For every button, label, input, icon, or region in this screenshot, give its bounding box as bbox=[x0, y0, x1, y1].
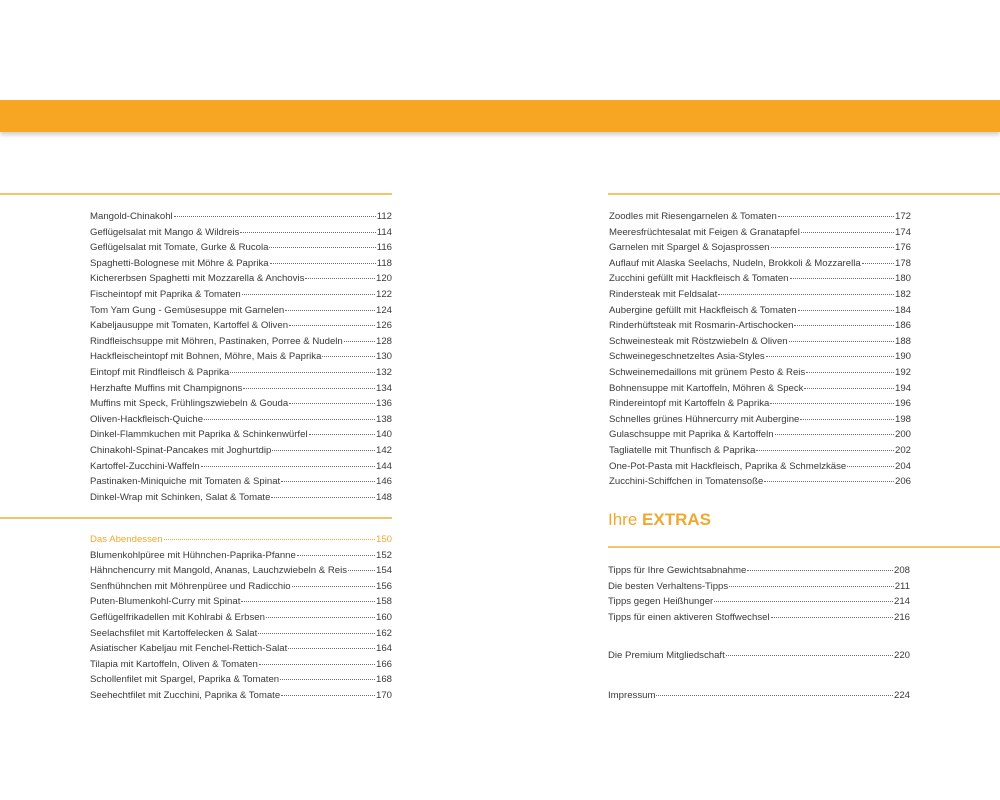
toc-extras bbox=[608, 563, 910, 625]
toc-entry[interactable] bbox=[90, 459, 392, 475]
dot-leader bbox=[348, 570, 375, 571]
dot-leader bbox=[266, 617, 375, 618]
toc-entry-title: Tipps für Ihre Gewichtsabnahme bbox=[608, 565, 747, 576]
toc-entry-title: Spaghetti-Bolognese mit Möhre & Paprika bbox=[90, 257, 269, 269]
toc-entry-title: Seelachsfilet mit Kartoffelecken & Salat bbox=[90, 627, 258, 639]
toc-entry-title: Kabeljausuppe mit Tomaten, Kartoffel & Oliven bbox=[90, 320, 289, 332]
toc-entry-title: Kartoffel-Zucchini-Waffeln bbox=[90, 460, 200, 472]
toc-entry[interactable] bbox=[609, 271, 911, 287]
toc-entry-page: 186 bbox=[894, 320, 911, 332]
toc-entry[interactable] bbox=[90, 240, 392, 256]
dot-leader bbox=[242, 294, 375, 295]
toc-entry[interactable] bbox=[609, 381, 911, 397]
dot-leader bbox=[289, 403, 375, 404]
toc-entry-page: 200 bbox=[894, 429, 911, 441]
toc-entry-page: 130 bbox=[375, 351, 392, 363]
dot-leader bbox=[747, 570, 893, 571]
toc-entry-page: 178 bbox=[894, 257, 911, 269]
toc-entry-title: Das Abendessen bbox=[90, 534, 163, 545]
toc-entry[interactable] bbox=[609, 474, 911, 490]
toc-entry-page: 140 bbox=[375, 429, 392, 441]
divider-extras bbox=[608, 546, 1000, 548]
toc-entry-page: 188 bbox=[894, 335, 911, 347]
toc-entry-title: Oliven-Hackfleisch-Quiche bbox=[90, 413, 204, 425]
dot-leader bbox=[656, 695, 893, 696]
dot-leader bbox=[770, 403, 894, 404]
toc-entry-page: 134 bbox=[375, 382, 392, 394]
toc-entry-page: 206 bbox=[894, 476, 911, 488]
toc-entry-page: 120 bbox=[375, 273, 392, 285]
divider-right-top bbox=[608, 193, 1000, 195]
toc-left-top bbox=[90, 209, 392, 505]
toc-entry-title: Tipps für einen aktiveren Stoffwechsel bbox=[608, 611, 770, 623]
toc-entry-title: Hähnchencurry mit Mangold, Ananas, Lauchzwiebeln & Reis bbox=[90, 565, 348, 577]
toc-entry-page: 152 bbox=[375, 549, 392, 561]
toc-entry-title: Zucchini-Schiffchen in Tomatensoße bbox=[609, 476, 764, 488]
toc-entry-page: 224 bbox=[893, 690, 910, 701]
dot-leader bbox=[794, 325, 894, 326]
toc-entry-title: Hackfleischeintopf mit Bohnen, Möhre, Mais & Paprika bbox=[90, 351, 322, 363]
toc-entry[interactable] bbox=[90, 579, 392, 595]
toc-entry-page: 192 bbox=[894, 366, 911, 378]
toc-premium bbox=[608, 648, 910, 664]
dot-leader bbox=[164, 539, 375, 540]
extras-heading-light: Ihre bbox=[608, 510, 643, 529]
toc-entry-page: 202 bbox=[894, 444, 911, 456]
toc-entry-page: 144 bbox=[375, 460, 392, 472]
toc-entry-page: 198 bbox=[894, 413, 911, 425]
toc-left-bottom bbox=[90, 532, 392, 704]
dot-leader bbox=[771, 617, 893, 618]
toc-entry[interactable] bbox=[90, 209, 392, 225]
toc-entry-page: 156 bbox=[375, 580, 392, 592]
toc-entry-title: Dinkel-Flammkuchen mit Paprika & Schinkenwürfel bbox=[90, 429, 308, 441]
dot-leader bbox=[289, 325, 375, 326]
toc-entry-title: Meeresfrüchtesalat mit Feigen & Granatapfel bbox=[609, 226, 800, 238]
toc-entry[interactable] bbox=[90, 381, 392, 397]
toc-entry[interactable] bbox=[609, 287, 911, 303]
toc-entry-page: 208 bbox=[893, 565, 910, 576]
toc-entry[interactable] bbox=[90, 412, 392, 428]
dot-leader bbox=[344, 341, 375, 342]
dot-leader bbox=[281, 481, 375, 482]
toc-entry-title: Rindfleischsuppe mit Möhren, Pastinaken, Porree & Nudeln bbox=[90, 335, 343, 347]
toc-entry-title: Eintopf mit Rindfleisch & Paprika bbox=[90, 366, 230, 378]
toc-entry-premium[interactable] bbox=[608, 648, 910, 664]
toc-entry-page: 146 bbox=[375, 476, 392, 488]
toc-entry-page: 160 bbox=[375, 611, 392, 623]
dot-leader bbox=[847, 466, 894, 467]
dot-leader bbox=[714, 601, 893, 602]
toc-entry[interactable] bbox=[608, 610, 910, 626]
dot-leader bbox=[270, 263, 376, 264]
toc-entry-page: 150 bbox=[375, 534, 392, 545]
toc-entry[interactable] bbox=[90, 610, 392, 626]
dot-leader bbox=[241, 601, 375, 602]
dot-leader bbox=[764, 481, 894, 482]
toc-entry[interactable] bbox=[90, 287, 392, 303]
toc-entry-title: Geflügelfrikadellen mit Kohlrabi & Erbsen bbox=[90, 611, 265, 623]
toc-entry-title: Schnelles grünes Hühnercurry mit Aubergine bbox=[609, 413, 800, 425]
toc-entry-title: Rindereintopf mit Kartoffeln & Paprika bbox=[609, 398, 770, 410]
toc-entry-page: 196 bbox=[894, 398, 911, 410]
toc-entry-title: Zucchini gefüllt mit Hackfleisch & Tomaten bbox=[609, 273, 789, 285]
toc-entry-page: 128 bbox=[375, 335, 392, 347]
toc-entry-page: 216 bbox=[893, 611, 910, 623]
toc-section-link[interactable] bbox=[90, 532, 392, 548]
dot-leader bbox=[280, 679, 375, 680]
toc-impressum bbox=[608, 688, 910, 704]
dot-leader bbox=[771, 247, 894, 248]
toc-entry[interactable] bbox=[90, 318, 392, 334]
toc-entry-title: Tilapia mit Kartoffeln, Oliven & Tomaten bbox=[90, 658, 258, 670]
toc-entry-title: Zoodles mit Riesengarnelen & Tomaten bbox=[609, 211, 777, 222]
toc-entry[interactable] bbox=[609, 240, 911, 256]
toc-entry-page: 176 bbox=[894, 242, 911, 254]
toc-entry[interactable] bbox=[609, 412, 911, 428]
toc-entry-title: Bohnensuppe mit Kartoffeln, Möhren & Speck bbox=[609, 382, 804, 394]
toc-entry-page: 190 bbox=[894, 351, 911, 363]
toc-entry-page: 172 bbox=[894, 211, 911, 222]
dot-leader bbox=[862, 263, 894, 264]
toc-entry[interactable] bbox=[90, 548, 392, 564]
toc-entry-page: 170 bbox=[375, 689, 392, 701]
toc-entry-title: Gulaschsuppe mit Paprika & Kartoffeln bbox=[609, 429, 774, 441]
toc-entry[interactable] bbox=[90, 594, 392, 610]
toc-entry-title: Geflügelsalat mit Tomate, Gurke & Rucola bbox=[90, 242, 269, 254]
dot-leader bbox=[243, 388, 375, 389]
toc-entry-page: 158 bbox=[375, 596, 392, 608]
toc-entry-page: 214 bbox=[893, 596, 910, 608]
toc-entry[interactable] bbox=[90, 256, 392, 272]
toc-entry[interactable] bbox=[90, 396, 392, 412]
toc-entry-title: Garnelen mit Spargel & Sojasprossen bbox=[609, 242, 770, 254]
toc-entry-page: 136 bbox=[375, 398, 392, 410]
dot-leader bbox=[204, 419, 375, 420]
toc-entry[interactable] bbox=[90, 688, 392, 704]
toc-entry-page: 180 bbox=[894, 273, 911, 285]
toc-entry[interactable] bbox=[609, 209, 911, 225]
dot-leader bbox=[790, 278, 894, 279]
toc-entry[interactable] bbox=[90, 474, 392, 490]
toc-entry-page: 220 bbox=[893, 650, 910, 661]
dot-leader bbox=[309, 434, 375, 435]
toc-entry-page: 122 bbox=[375, 288, 392, 300]
toc-entry-page: 142 bbox=[375, 444, 392, 456]
toc-entry-title: Schweinegeschnetzeltes Asia-Styles bbox=[609, 351, 765, 363]
toc-entry-page: 194 bbox=[894, 382, 911, 394]
dot-leader bbox=[806, 372, 894, 373]
orange-header-band bbox=[0, 100, 1000, 132]
dot-leader bbox=[269, 247, 375, 248]
toc-entry-title: Puten-Blumenkohl-Curry mit Spinat bbox=[90, 596, 241, 608]
dot-leader bbox=[272, 450, 375, 451]
dot-leader bbox=[259, 664, 375, 665]
toc-entry-title: Pastinaken-Miniquiche mit Tomaten & Spinat bbox=[90, 476, 281, 488]
toc-entry[interactable] bbox=[90, 443, 392, 459]
extras-heading bbox=[608, 510, 711, 530]
toc-entry[interactable] bbox=[609, 396, 911, 412]
dot-leader bbox=[288, 648, 375, 649]
toc-entry-title: Fischeintopf mit Paprika & Tomaten bbox=[90, 288, 241, 300]
toc-entry-title: Die Premium Mitgliedschaft bbox=[608, 650, 725, 661]
toc-entry[interactable] bbox=[608, 579, 910, 595]
toc-entry-title: Schweinemedaillons mit grünem Pesto & Reis bbox=[609, 366, 806, 378]
toc-entry-title: Auflauf mit Alaska Seelachs, Nudeln, Brokkoli & Mozzarella bbox=[609, 257, 861, 269]
dot-leader bbox=[281, 695, 375, 696]
toc-entry[interactable] bbox=[609, 256, 911, 272]
toc-entry-title: Die besten Verhaltens-Tipps bbox=[608, 580, 729, 592]
toc-entry-page: 182 bbox=[894, 288, 911, 300]
toc-entry[interactable] bbox=[90, 490, 392, 506]
dot-leader bbox=[297, 555, 375, 556]
toc-entry-title: Impressum bbox=[608, 690, 656, 701]
toc-entry-title: Asiatischer Kabeljau mit Fenchel-Rettich-Salat bbox=[90, 643, 288, 655]
dot-leader bbox=[775, 434, 894, 435]
dot-leader bbox=[230, 372, 375, 373]
dot-leader bbox=[201, 466, 375, 467]
toc-entry-page: 174 bbox=[894, 226, 911, 238]
dot-leader bbox=[718, 294, 894, 295]
toc-entry[interactable] bbox=[609, 365, 911, 381]
toc-entry-title: Schweinesteak mit Röstzwiebeln & Oliven bbox=[609, 335, 788, 347]
dot-leader bbox=[766, 356, 894, 357]
toc-entry-title: Senfhühnchen mit Möhrenpüree und Radicchio bbox=[90, 580, 291, 592]
dot-leader bbox=[789, 341, 894, 342]
toc-entry[interactable] bbox=[609, 427, 911, 443]
dot-leader bbox=[729, 586, 894, 587]
toc-entry-page: 148 bbox=[375, 491, 392, 503]
toc-entry-title: Geflügelsalat mit Mango & Wildreis bbox=[90, 226, 240, 238]
dot-leader bbox=[756, 450, 894, 451]
extras-heading-bold: EXTRAS bbox=[642, 510, 711, 529]
toc-entry[interactable] bbox=[609, 334, 911, 350]
toc-entry-page: 112 bbox=[376, 211, 392, 222]
toc-entry-title: Dinkel-Wrap mit Schinken, Salat & Tomate bbox=[90, 491, 271, 503]
toc-entry-page: 166 bbox=[375, 658, 392, 670]
toc-entry-page: 114 bbox=[376, 226, 392, 238]
toc-entry-page: 204 bbox=[894, 460, 911, 472]
toc-right-top bbox=[609, 209, 911, 490]
dot-leader bbox=[285, 310, 375, 311]
toc-entry[interactable] bbox=[609, 225, 911, 241]
toc-entry[interactable] bbox=[609, 303, 911, 319]
toc-entry[interactable] bbox=[90, 303, 392, 319]
toc-entry[interactable] bbox=[609, 349, 911, 365]
toc-entry[interactable] bbox=[90, 563, 392, 579]
toc-entry[interactable] bbox=[609, 443, 911, 459]
toc-entry-title: Rindersteak mit Feldsalat bbox=[609, 288, 718, 300]
dot-leader bbox=[305, 278, 375, 279]
toc-entry-page: 184 bbox=[894, 304, 911, 316]
toc-entry-title: Kichererbsen Spaghetti mit Mozzarella & Anchovis bbox=[90, 273, 305, 285]
dot-leader bbox=[240, 232, 375, 233]
toc-entry-title: Aubergine gefüllt mit Hackfleisch & Tomaten bbox=[609, 304, 797, 316]
toc-entry[interactable] bbox=[608, 594, 910, 610]
toc-entry[interactable] bbox=[90, 641, 392, 657]
toc-entry-page: 154 bbox=[375, 565, 392, 577]
toc-entry[interactable] bbox=[609, 318, 911, 334]
dot-leader bbox=[804, 388, 894, 389]
toc-entry-title: Tom Yam Gung - Gemüsesuppe mit Garnelen bbox=[90, 304, 285, 316]
toc-entry[interactable] bbox=[608, 563, 910, 579]
dot-leader bbox=[174, 216, 376, 217]
toc-entry[interactable] bbox=[90, 225, 392, 241]
toc-entry-page: 118 bbox=[376, 257, 392, 269]
toc-entry-page: 138 bbox=[375, 413, 392, 425]
toc-entry-page: 116 bbox=[376, 242, 392, 254]
toc-entry[interactable] bbox=[90, 427, 392, 443]
divider-left-middle bbox=[0, 517, 392, 519]
toc-entry-title: Tagliatelle mit Thunfisch & Paprika bbox=[609, 444, 756, 456]
toc-entry-title: Blumenkohlpüree mit Hühnchen-Paprika-Pfanne bbox=[90, 549, 296, 561]
toc-entry-page: 162 bbox=[375, 627, 392, 639]
toc-entry-page: 126 bbox=[375, 320, 392, 332]
dot-leader bbox=[801, 232, 894, 233]
toc-entry[interactable] bbox=[90, 334, 392, 350]
toc-entry-impressum[interactable] bbox=[608, 688, 910, 704]
toc-entry[interactable] bbox=[609, 459, 911, 475]
toc-entry-page: 124 bbox=[375, 304, 392, 316]
dot-leader bbox=[778, 216, 894, 217]
toc-entry-title: Seehechtfilet mit Zucchini, Paprika & Tomate bbox=[90, 689, 281, 701]
toc-entry[interactable] bbox=[90, 657, 392, 673]
toc-entry-title: Muffins mit Speck, Frühlingszwiebeln & Gouda bbox=[90, 398, 289, 410]
dot-leader bbox=[292, 586, 375, 587]
toc-entry[interactable] bbox=[90, 271, 392, 287]
dot-leader bbox=[322, 356, 375, 357]
toc-entry[interactable] bbox=[90, 349, 392, 365]
toc-entry-title: Schollenfilet mit Spargel, Paprika & Tomaten bbox=[90, 674, 280, 686]
dot-leader bbox=[800, 419, 894, 420]
toc-entry-page: 164 bbox=[375, 643, 392, 655]
toc-entry-title: One-Pot-Pasta mit Hackfleisch, Paprika & Schmelzkäse bbox=[609, 460, 847, 472]
toc-entry[interactable] bbox=[90, 672, 392, 688]
toc-entry-title: Rinderhüftsteak mit Rosmarin-Artischocken bbox=[609, 320, 794, 332]
dot-leader bbox=[798, 310, 894, 311]
toc-entry-title: Chinakohl-Spinat-Pancakes mit Joghurtdip bbox=[90, 444, 272, 456]
dot-leader bbox=[271, 497, 375, 498]
dot-leader bbox=[258, 633, 375, 634]
toc-entry-title: Mangold-Chinakohl bbox=[90, 211, 173, 222]
toc-entry-page: 168 bbox=[375, 674, 392, 686]
divider-left-top bbox=[0, 193, 392, 195]
dot-leader bbox=[726, 655, 893, 656]
toc-entry-page: 132 bbox=[375, 366, 392, 378]
toc-entry-page: 211 bbox=[894, 580, 910, 592]
toc-entry-title: Tipps gegen Heißhunger bbox=[608, 596, 714, 608]
toc-entry-title: Herzhafte Muffins mit Champignons bbox=[90, 382, 243, 394]
toc-entry[interactable] bbox=[90, 626, 392, 642]
toc-entry[interactable] bbox=[90, 365, 392, 381]
